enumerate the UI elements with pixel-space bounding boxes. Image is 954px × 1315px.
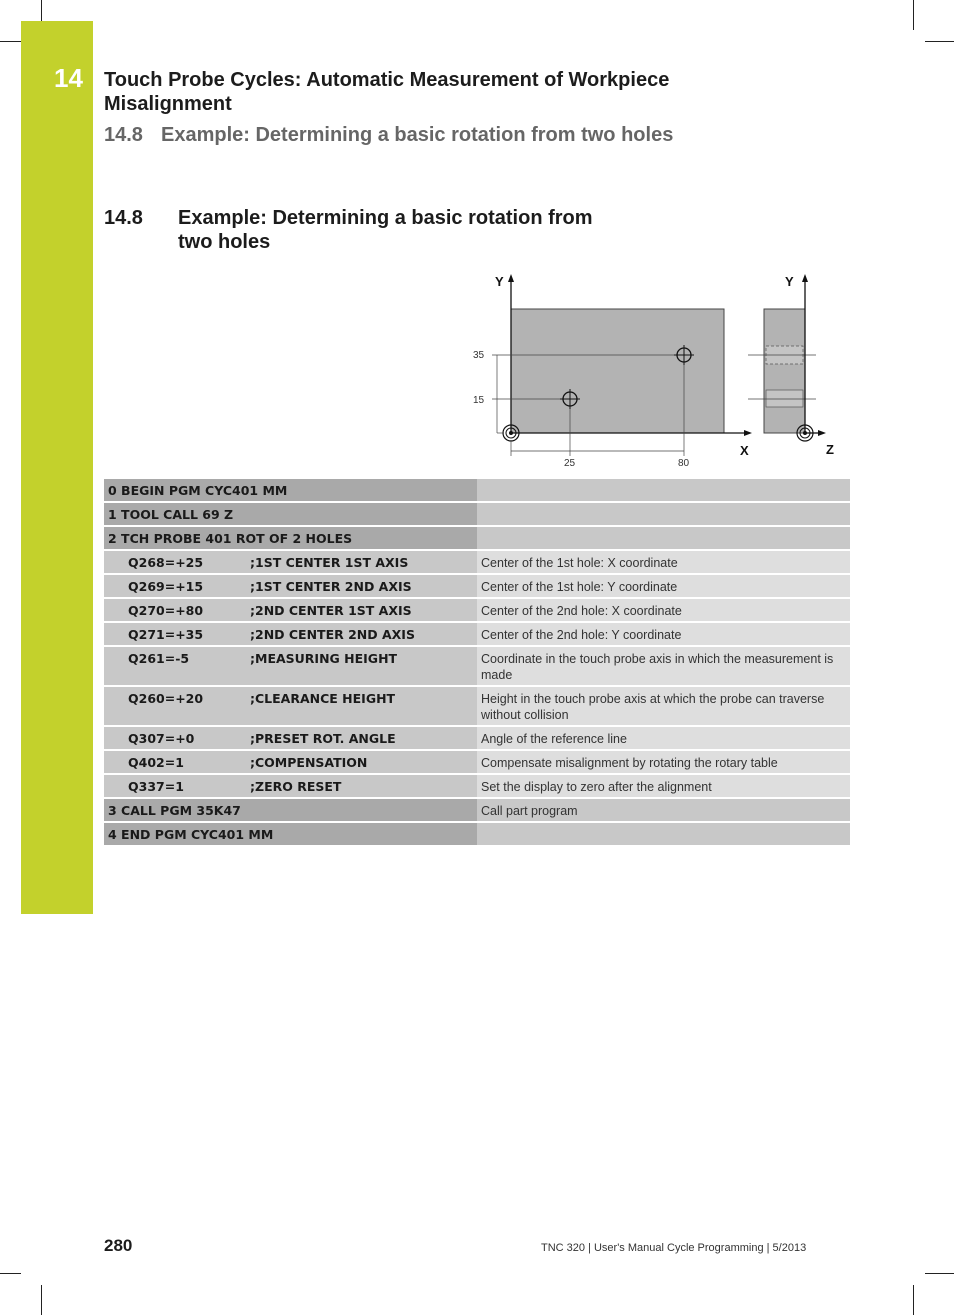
- section-title: Example: Determining a basic rotation from two holes: [178, 207, 593, 253]
- dimension-label: 25: [564, 458, 576, 469]
- nc-block: 2 TCH PROBE 401 ROT OF 2 HOLES: [104, 526, 477, 550]
- program-row: [104, 686, 850, 726]
- y-axis-left-arrow: [508, 274, 514, 282]
- workpiece-diagram: [460, 268, 850, 473]
- parameter-comment: ;CLEARANCE HEIGHT: [246, 686, 477, 726]
- workpiece-front-view: [511, 309, 724, 433]
- x-axis-arrow: [744, 430, 752, 436]
- program-row: [104, 822, 850, 846]
- x-axis-label: X: [740, 443, 749, 458]
- parameter-comment: ;COMPENSATION: [246, 750, 477, 774]
- program-row: [104, 550, 850, 574]
- section-number: 14.8: [104, 207, 143, 229]
- crop-mark: [925, 1273, 954, 1274]
- chapter-number: 14: [54, 63, 83, 93]
- crop-mark: [925, 41, 954, 42]
- chapter-sidebar: [21, 21, 93, 914]
- program-row: [104, 646, 850, 686]
- datum-symbol-left: [509, 431, 513, 435]
- program-row: [104, 574, 850, 598]
- crop-mark: [913, 0, 914, 30]
- crop-mark: [913, 1285, 914, 1315]
- parameter-description: Coordinate in the touch probe axis in which the measurement is made: [477, 646, 850, 686]
- block-description: [477, 502, 850, 526]
- block-description: Call part program: [477, 798, 850, 822]
- q-parameter: Q260=+20: [104, 686, 246, 726]
- y-axis-right-arrow: [802, 274, 808, 282]
- z-axis-arrow: [818, 430, 826, 436]
- program-row: [104, 526, 850, 550]
- parameter-description: Compensate misalignment by rotating the rotary table: [477, 750, 850, 774]
- program-row: [104, 774, 850, 798]
- q-parameter: Q269=+15: [104, 574, 246, 598]
- parameter-comment: ;2ND CENTER 1ST AXIS: [246, 598, 477, 622]
- parameter-description: Height in the touch probe axis at which the probe can traverse without collision: [477, 686, 850, 726]
- q-parameter: Q337=1: [104, 774, 246, 798]
- q-parameter: Q402=1: [104, 750, 246, 774]
- y-axis-left-label: Y: [495, 274, 504, 289]
- parameter-comment: ;2ND CENTER 2ND AXIS: [246, 622, 477, 646]
- program-row: [104, 750, 850, 774]
- nc-block: 4 END PGM CYC401 MM: [104, 822, 477, 846]
- q-parameter: Q307=+0: [104, 726, 246, 750]
- nc-block: 0 BEGIN PGM CYC401 MM: [104, 479, 477, 502]
- dimension-label: 15: [473, 395, 485, 406]
- nc-program-body: [104, 479, 850, 846]
- dimension-label: 80: [678, 458, 690, 469]
- y-axis-right-label: Y: [785, 274, 794, 289]
- program-row: [104, 479, 850, 502]
- chapter-title: Touch Probe Cycles: Automatic Measurement of Workpiece Misalignment: [104, 69, 670, 115]
- z-axis-label: Z: [826, 442, 834, 457]
- running-subheader: [104, 124, 673, 147]
- parameter-description: Set the display to zero after the alignment: [477, 774, 850, 798]
- block-description: [477, 526, 850, 550]
- parameter-description: Center of the 1st hole: Y coordinate: [477, 574, 850, 598]
- program-row: [104, 726, 850, 750]
- block-description: [477, 822, 850, 846]
- parameter-comment: ;1ST CENTER 1ST AXIS: [246, 550, 477, 574]
- subheader-text: Example: Determining a basic rotation from two holes: [161, 124, 674, 146]
- program-row: [104, 598, 850, 622]
- crop-mark: [0, 1273, 21, 1274]
- block-description: [477, 479, 850, 502]
- q-parameter: Q261=-5: [104, 646, 246, 686]
- q-parameter: Q268=+25: [104, 550, 246, 574]
- subheader-number: 14.8: [104, 124, 143, 146]
- workpiece-side-view: [764, 309, 805, 433]
- q-parameter: Q271=+35: [104, 622, 246, 646]
- program-row: [104, 798, 850, 822]
- datum-symbol-right: [803, 431, 807, 435]
- parameter-comment: ;PRESET ROT. ANGLE: [246, 726, 477, 750]
- parameter-description: Center of the 2nd hole: Y coordinate: [477, 622, 850, 646]
- crop-mark: [0, 41, 21, 42]
- parameter-comment: ;MEASURING HEIGHT: [246, 646, 477, 686]
- page-number: 280: [104, 1236, 133, 1255]
- parameter-description: Angle of the reference line: [477, 726, 850, 750]
- parameter-description: Center of the 2nd hole: X coordinate: [477, 598, 850, 622]
- program-row: [104, 502, 850, 526]
- program-row: [104, 622, 850, 646]
- crop-mark: [41, 0, 42, 21]
- nc-program-table: [104, 479, 850, 847]
- nc-block: 3 CALL PGM 35K47: [104, 798, 477, 822]
- crop-mark: [41, 1285, 42, 1315]
- nc-block: 1 TOOL CALL 69 Z: [104, 502, 477, 526]
- dimension-label: 35: [473, 350, 485, 361]
- parameter-description: Center of the 1st hole: X coordinate: [477, 550, 850, 574]
- parameter-comment: ;1ST CENTER 2ND AXIS: [246, 574, 477, 598]
- page-footer: TNC 320 | User's Manual Cycle Programming | 5/2013: [541, 1242, 807, 1254]
- parameter-comment: ;ZERO RESET: [246, 774, 477, 798]
- q-parameter: Q270=+80: [104, 598, 246, 622]
